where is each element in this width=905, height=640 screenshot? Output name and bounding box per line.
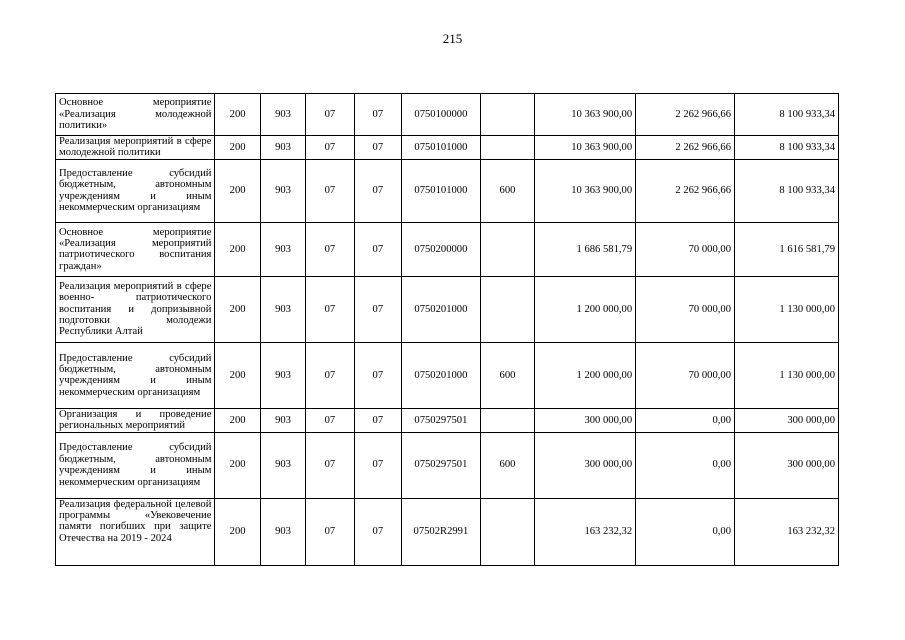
cell-expense-type <box>480 94 534 136</box>
table-row <box>56 432 839 498</box>
cell-subsection: 07 <box>354 408 401 432</box>
item-name-text <box>59 353 211 399</box>
cell-expense-type <box>480 276 534 342</box>
item-name-line: граждан» <box>59 260 102 272</box>
cell-amount-3: 300 000,00 <box>735 432 839 498</box>
table-row <box>56 498 839 565</box>
cell-section: 07 <box>306 159 354 222</box>
cell-target-code: 0750297501 <box>402 432 481 498</box>
table-body <box>56 94 839 566</box>
cell-item-name <box>56 222 215 276</box>
item-name-line: Предоставление субсидий <box>59 352 212 364</box>
item-name-line: целевой программы <box>59 498 212 522</box>
item-name-line: «Увековечение памяти <box>59 510 212 533</box>
cell-col-200: 200 <box>215 136 260 160</box>
cell-amount-1: 10 363 900,00 <box>535 159 636 222</box>
cell-subsection: 07 <box>354 498 401 565</box>
cell-item-name <box>56 408 215 432</box>
cell-amount-2: 0,00 <box>636 408 735 432</box>
cell-section: 07 <box>306 276 354 342</box>
item-name-text <box>59 409 211 432</box>
cell-col-200: 200 <box>215 222 260 276</box>
item-name-line: патриотического воспитания <box>59 249 212 261</box>
cell-section: 07 <box>306 136 354 160</box>
cell-section: 07 <box>306 342 354 408</box>
item-name-line: политики» <box>59 120 108 132</box>
item-name-line: региональных мероприятий <box>59 420 186 432</box>
table-row <box>56 276 839 342</box>
cell-amount-1: 1 686 581,79 <box>535 222 636 276</box>
item-name-line: некоммерческим <box>59 202 135 214</box>
cell-amount-3: 8 100 933,34 <box>735 94 839 136</box>
cell-item-name <box>56 498 215 565</box>
cell-col-903: 903 <box>260 408 305 432</box>
cell-section: 07 <box>306 408 354 432</box>
item-name-line: Отечества на 2019 - 2024 <box>59 532 172 544</box>
cell-amount-1: 1 200 000,00 <box>535 342 636 408</box>
cell-col-200: 200 <box>215 342 260 408</box>
table-row <box>56 94 839 136</box>
cell-amount-2: 70 000,00 <box>636 276 735 342</box>
cell-expense-type <box>480 222 534 276</box>
cell-target-code: 0750101000 <box>402 136 481 160</box>
cell-subsection: 07 <box>354 276 401 342</box>
cell-amount-3: 163 232,32 <box>735 498 839 565</box>
cell-target-code: 07502R2991 <box>402 498 481 565</box>
table-row <box>56 222 839 276</box>
cell-amount-1: 10 363 900,00 <box>535 94 636 136</box>
item-name-line: сфере военно- <box>59 280 212 304</box>
item-name-line: учреждениям и иным <box>59 465 212 477</box>
item-name-line: Основное мероприятие <box>59 97 212 109</box>
item-name-text <box>59 499 211 565</box>
item-name-line: Организация и проведение <box>59 408 212 420</box>
cell-amount-1: 300 000,00 <box>535 432 636 498</box>
item-name-line: организациям <box>137 202 201 214</box>
table-row <box>56 159 839 222</box>
cell-amount-2: 70 000,00 <box>636 342 735 408</box>
cell-amount-3: 1 130 000,00 <box>735 342 839 408</box>
cell-item-name <box>56 342 215 408</box>
item-name-text <box>59 442 211 488</box>
cell-expense-type: 600 <box>480 432 534 498</box>
cell-amount-2: 2 262 966,66 <box>636 159 735 222</box>
cell-col-200: 200 <box>215 159 260 222</box>
item-name-line: учреждениям и иным <box>59 375 212 387</box>
item-name-line: Предоставление субсидий <box>59 168 212 179</box>
item-name-line: бюджетным, автономным <box>59 179 212 191</box>
item-name-text <box>59 281 211 338</box>
item-name-text <box>59 97 211 131</box>
cell-item-name <box>56 94 215 136</box>
cell-target-code: 0750100000 <box>402 94 481 136</box>
cell-expense-type <box>480 136 534 160</box>
cell-col-200: 200 <box>215 276 260 342</box>
item-name-line: бюджетным, автономным <box>59 453 212 465</box>
item-name-text <box>59 168 211 214</box>
cell-col-903: 903 <box>260 94 305 136</box>
cell-amount-2: 2 262 966,66 <box>636 94 735 136</box>
cell-amount-1: 300 000,00 <box>535 408 636 432</box>
item-name-line: учреждениям и иным <box>59 190 212 202</box>
cell-subsection: 07 <box>354 94 401 136</box>
cell-amount-2: 70 000,00 <box>636 222 735 276</box>
cell-subsection: 07 <box>354 432 401 498</box>
budget-table <box>55 93 839 566</box>
cell-col-903: 903 <box>260 159 305 222</box>
cell-col-903: 903 <box>260 342 305 408</box>
cell-amount-3: 8 100 933,34 <box>735 159 839 222</box>
item-name-line: Реализация мероприятий в <box>59 136 182 147</box>
cell-target-code: 0750201000 <box>402 342 481 408</box>
cell-amount-3: 8 100 933,34 <box>735 136 839 160</box>
cell-col-903: 903 <box>260 222 305 276</box>
cell-subsection: 07 <box>354 136 401 160</box>
cell-amount-3: 1 616 581,79 <box>735 222 839 276</box>
cell-amount-2: 0,00 <box>636 498 735 565</box>
item-name-line: «Реализация мероприятий <box>59 237 212 249</box>
cell-amount-1: 10 363 900,00 <box>535 136 636 160</box>
cell-amount-2: 2 262 966,66 <box>636 136 735 160</box>
cell-amount-3: 1 130 000,00 <box>735 276 839 342</box>
cell-subsection: 07 <box>354 159 401 222</box>
item-name-line: патриотического воспитания <box>59 292 212 315</box>
item-name-line: Реализация федеральной <box>59 498 172 510</box>
table-row <box>56 136 839 160</box>
cell-col-200: 200 <box>215 498 260 565</box>
cell-subsection: 07 <box>354 222 401 276</box>
cell-amount-1: 1 200 000,00 <box>535 276 636 342</box>
cell-expense-type: 600 <box>480 342 534 408</box>
cell-expense-type: 600 <box>480 159 534 222</box>
cell-target-code: 0750101000 <box>402 159 481 222</box>
cell-target-code: 0750201000 <box>402 276 481 342</box>
cell-amount-2: 0,00 <box>636 432 735 498</box>
cell-target-code: 0750200000 <box>402 222 481 276</box>
item-name-line: молодежи Республики Алтай <box>59 315 212 338</box>
cell-col-200: 200 <box>215 432 260 498</box>
cell-subsection: 07 <box>354 342 401 408</box>
item-name-line: некоммерческим <box>59 386 135 398</box>
cell-section: 07 <box>306 222 354 276</box>
cell-expense-type <box>480 498 534 565</box>
cell-col-903: 903 <box>260 136 305 160</box>
cell-amount-3: 300 000,00 <box>735 408 839 432</box>
cell-section: 07 <box>306 94 354 136</box>
cell-col-903: 903 <box>260 498 305 565</box>
item-name-line: «Реализация молодежной <box>59 108 212 120</box>
item-name-line: Предоставление субсидий <box>59 442 212 454</box>
cell-col-903: 903 <box>260 276 305 342</box>
item-name-line: Основное мероприятие <box>59 226 212 238</box>
cell-col-903: 903 <box>260 432 305 498</box>
item-name-line: и допризывной подготовки <box>59 303 212 327</box>
item-name-line: сфере молодежной политики <box>59 136 212 159</box>
cell-amount-1: 163 232,32 <box>535 498 636 565</box>
cell-expense-type <box>480 408 534 432</box>
cell-item-name <box>56 276 215 342</box>
table-row <box>56 408 839 432</box>
item-name-text <box>59 136 211 159</box>
item-name-line: некоммерческим <box>59 476 135 488</box>
page-number: 215 <box>442 31 463 46</box>
cell-item-name <box>56 432 215 498</box>
cell-section: 07 <box>306 432 354 498</box>
cell-target-code: 0750297501 <box>402 408 481 432</box>
item-name-line: организациям <box>137 386 201 398</box>
cell-col-200: 200 <box>215 408 260 432</box>
cell-item-name <box>56 159 215 222</box>
item-name-line: погибших при защите <box>99 521 212 533</box>
item-name-line: бюджетным, автономным <box>59 363 212 375</box>
cell-section: 07 <box>306 498 354 565</box>
item-name-text <box>59 227 211 273</box>
cell-col-200: 200 <box>215 94 260 136</box>
item-name-line: организациям <box>137 476 201 488</box>
item-name-line: Реализация мероприятий в <box>59 280 182 292</box>
cell-item-name <box>56 136 215 160</box>
table-row <box>56 342 839 408</box>
